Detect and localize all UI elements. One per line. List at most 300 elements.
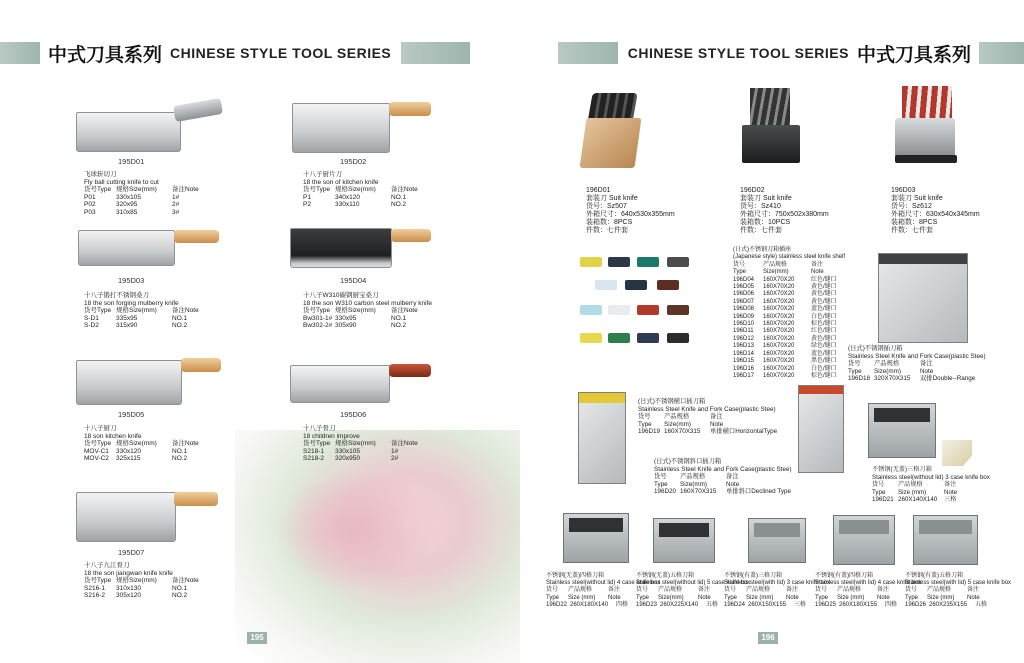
- product-spec: [84, 292, 212, 330]
- knife-image: [76, 487, 226, 542]
- suit-line1: 套装刀 Suit knife: [891, 195, 943, 202]
- spec-cell: 196D24: [724, 601, 746, 608]
- spec-cell: Type: [872, 488, 886, 496]
- spec-cell: 305x120: [116, 592, 141, 600]
- spec-cell: 白色/缝口: [811, 313, 837, 320]
- spec-cell: 1#: [172, 193, 180, 201]
- spec-row: [872, 489, 994, 497]
- spec-row: [303, 455, 431, 463]
- spec-cell: Size (mm): [837, 594, 865, 601]
- spec-cell: 产品规格: [763, 261, 788, 268]
- spec-cell: 260X235X155: [929, 601, 968, 608]
- spec-cell: 260X180X155: [839, 601, 878, 608]
- spec-cell: Size(mm): [658, 594, 684, 601]
- spec-cell: 规格Size(mm): [116, 577, 157, 585]
- suit-spec: [740, 187, 829, 235]
- spec-cell: 160X70X20: [763, 284, 795, 291]
- spec-cell: 白色/缝口: [811, 365, 837, 372]
- spec-cell: 196D09: [733, 313, 755, 320]
- spec-cell: 备注Note: [391, 307, 418, 315]
- spec-row: [84, 448, 212, 456]
- spec-row: [733, 262, 845, 269]
- spec-cell: 330x95: [335, 314, 357, 322]
- case-title-cn: (日式)不锈钢插刀箱: [848, 345, 903, 352]
- spec-cell: 备注: [710, 413, 723, 421]
- spec-cell: 黄色/缝口: [811, 284, 837, 291]
- spec-cell: 产品规格: [568, 587, 593, 594]
- spec-row: [84, 307, 212, 315]
- product-code: 195D05: [118, 410, 145, 419]
- spec-row: [638, 428, 776, 436]
- spec-cell: 335x95: [116, 314, 138, 322]
- product-name-cn: 十八子锻打不锈钢桑刀: [84, 292, 149, 299]
- spec-cell: 196D12: [733, 335, 755, 342]
- spec-cell: 196D18: [848, 375, 871, 383]
- spec-cell: NO.2: [391, 322, 407, 330]
- product-spec: [303, 425, 431, 463]
- spec-row: [303, 194, 431, 202]
- product-spec: [303, 292, 432, 330]
- spec-cell: 货号Type: [84, 186, 112, 194]
- spec-row: [733, 358, 845, 365]
- spec-cell: 2#: [391, 455, 399, 463]
- spec-cell: Type: [654, 480, 668, 488]
- spec-cell: NO.1: [172, 584, 188, 592]
- spec-cell: Type: [636, 594, 650, 601]
- shelf-title-cn: (日式)不锈钢刀箱插座: [733, 247, 791, 253]
- spec-cell: 备注: [698, 587, 711, 594]
- spec-cell: MOV-C1: [84, 447, 109, 455]
- spec-cell: 196D05: [733, 284, 755, 291]
- spec-cell: Size (mm): [927, 594, 955, 601]
- spec-cell: 160X70X20: [763, 372, 795, 379]
- product-name-cn: 十八子骨刀: [303, 425, 336, 432]
- spec-cell: NO.1: [391, 314, 407, 322]
- spec-cell: 红色/缝口: [811, 276, 837, 283]
- knife-set-image: [890, 83, 965, 168]
- spec-cell: 196D04: [733, 276, 755, 283]
- spec-cell: 备注: [920, 360, 933, 368]
- spec-cell: 货号Type: [303, 186, 331, 194]
- spec-cell: 160X70X20: [763, 328, 795, 335]
- spec-cell: Note: [944, 488, 958, 496]
- suit-line2: 货号：Sz612: [891, 203, 932, 210]
- spec-cell: 双排Double--Range: [920, 375, 976, 383]
- spec-cell: 备注Note: [172, 307, 199, 315]
- knife-case-image: [878, 253, 968, 343]
- case-spec: [872, 466, 994, 504]
- spec-row: [84, 585, 212, 593]
- suit-line4: 装箱数：10PCS: [740, 219, 791, 226]
- spec-row: [733, 277, 845, 284]
- spec-cell: 货号: [654, 473, 667, 481]
- suit-line5: 件数：七件套: [891, 227, 933, 234]
- product-name-en: 18 the son jiangwan knife knife: [84, 569, 173, 577]
- spec-cell: 产品规格: [658, 587, 683, 594]
- spec-cell: 260X150X155: [748, 601, 787, 608]
- spec-row: [303, 440, 431, 448]
- spec-cell: 196D26: [905, 601, 927, 608]
- spec-cell: 196D06: [733, 291, 755, 298]
- spec-cell: 备注: [726, 473, 739, 481]
- spec-cell: Bw302-2#: [303, 322, 333, 330]
- suit-line1: 套装刀 Suit knife: [740, 195, 792, 202]
- case-title-en: Stainless Steel Knife and Fork Case(plastic Stee): [654, 465, 792, 473]
- spec-cell: Type: [546, 594, 560, 601]
- spec-cell: 货号: [905, 587, 918, 594]
- spec-cell: 规格Size(mm): [335, 440, 376, 448]
- spec-cell: 196D20: [654, 488, 677, 496]
- spec-cell: NO.1: [172, 314, 188, 322]
- spec-cell: 3#: [172, 208, 180, 216]
- product-name-en: 18 the son W310 carbon steel mulberry knife: [303, 299, 432, 307]
- suit-line5: 件数：七件套: [740, 227, 782, 234]
- spec-cell: Note: [920, 367, 934, 375]
- spec-cell: Size(mm): [763, 269, 789, 276]
- spec-cell: S-D1: [84, 314, 99, 322]
- spec-cell: 196D19: [638, 428, 661, 436]
- spec-cell: 黑色/缝口: [811, 358, 837, 365]
- decorative-background-image: [235, 430, 520, 663]
- spec-cell: 产品规格: [874, 360, 900, 368]
- product-code: 195D06: [340, 410, 367, 419]
- spec-cell: Type: [733, 269, 747, 276]
- product-name-en: Fly ball cutting knife to cut: [84, 178, 159, 186]
- spec-cell: Note: [811, 269, 824, 276]
- spec-cell: 备注Note: [172, 186, 199, 194]
- case-title-en: Stainless Steel Knife and Fork Case(plastic Stee): [848, 352, 986, 360]
- suit-line4: 装箱数：8PCS: [586, 219, 633, 226]
- spec-cell: 货号Type: [84, 440, 112, 448]
- spec-cell: 产品规格: [898, 481, 923, 489]
- spec-cell: 货号: [872, 481, 885, 489]
- spec-cell: S216-1: [84, 584, 105, 592]
- header-bar: [0, 42, 40, 64]
- product-name-cn: 飞球斩切刀: [84, 171, 117, 178]
- spec-cell: 2#: [172, 201, 180, 209]
- spec-cell: 160X70X20: [763, 343, 795, 350]
- spec-cell: 三格: [944, 496, 957, 504]
- spec-cell: 货号: [724, 587, 737, 594]
- spec-cell: 160X70X20: [763, 350, 795, 357]
- box-title-en: Stainless steel(without lid) 5 case knife box: [636, 580, 751, 587]
- spec-cell: 货号Type: [303, 307, 331, 315]
- box-title-cn: 不锈钢(有盖)三格刀箱: [724, 573, 782, 579]
- spec-row: [84, 322, 212, 330]
- case-spec: [848, 345, 986, 383]
- spec-cell: 160X70X315: [664, 428, 701, 436]
- spec-cell: Note: [726, 480, 740, 488]
- case-title-cn: (日式)不锈钢横口插刀箱: [638, 398, 706, 405]
- spec-cell: 160X70X20: [763, 335, 795, 342]
- spec-cell: 规格Size(mm): [335, 186, 376, 194]
- knife-image: [290, 360, 440, 405]
- spec-cell: 196D10: [733, 321, 755, 328]
- page-number: 195: [247, 632, 267, 644]
- spec-cell: 货号Type: [84, 577, 112, 585]
- knife-image: [76, 100, 226, 150]
- spec-row: [84, 440, 212, 448]
- product-spec: [303, 171, 431, 209]
- spec-cell: Note: [967, 594, 980, 601]
- spec-cell: 四格: [885, 601, 898, 608]
- knife-case-image: [578, 392, 626, 484]
- knife-box-image: [653, 518, 715, 563]
- spec-cell: 货号: [546, 587, 559, 594]
- spec-cell: 绿色/缝口: [811, 343, 837, 350]
- spec-cell: 305x90: [335, 322, 357, 330]
- spec-cell: Type: [848, 367, 862, 375]
- spec-cell: 备注: [608, 587, 621, 594]
- knife-image: [78, 228, 228, 268]
- spec-cell: 产品规格: [746, 587, 771, 594]
- spec-cell: 196D21: [872, 496, 894, 504]
- spec-cell: NO.2: [172, 322, 188, 330]
- spec-cell: Note: [710, 420, 724, 428]
- case-title-en: Stainless steel(without lid) 3 case knife box: [872, 473, 990, 481]
- spec-cell: Type: [724, 594, 738, 601]
- spec-cell: 规格Size(mm): [116, 186, 157, 194]
- spec-row: [84, 194, 212, 202]
- spec-cell: 单排斜口Declined Type: [726, 488, 791, 496]
- suit-line3: 外箱尺寸：630x540x345mm: [891, 211, 980, 218]
- suit-code: 196D03: [891, 187, 916, 194]
- spec-cell: 196D13: [733, 343, 755, 350]
- spec-row: [303, 448, 431, 456]
- spec-cell: 产品规格: [927, 587, 952, 594]
- spec-cell: 备注: [967, 587, 980, 594]
- spec-cell: S216-2: [84, 592, 105, 600]
- spec-cell: 备注: [944, 481, 957, 489]
- spec-row: [654, 473, 792, 481]
- spec-cell: NO.2: [391, 201, 407, 209]
- header-bar: [558, 42, 618, 64]
- box-title-en: Stainless steel(with lid) 3 case knife box: [724, 580, 831, 587]
- suit-line5: 件数：七件套: [586, 227, 628, 234]
- spec-cell: 货号Type: [303, 440, 331, 448]
- product-code: 195D03: [118, 276, 145, 285]
- product-name-cn: 十八子厨片刀: [303, 171, 342, 178]
- spec-cell: 规格Size(mm): [116, 307, 157, 315]
- spec-cell: 196D07: [733, 298, 755, 305]
- spec-row: [733, 269, 845, 276]
- spec-cell: Size (mm): [568, 594, 596, 601]
- spec-cell: P02: [84, 201, 96, 209]
- spec-cell: 备注Note: [172, 440, 199, 448]
- spec-cell: 备注: [877, 587, 890, 594]
- spec-cell: 160X70X315: [680, 488, 717, 496]
- product-name-cn: 十八子厨刀: [84, 425, 117, 432]
- spec-row: [84, 209, 212, 217]
- header-title-en: CHINESE STYLE TOOL SERIES: [170, 45, 392, 61]
- spec-cell: 货号: [733, 261, 746, 268]
- page-number: 196: [758, 632, 778, 644]
- suit-spec: [891, 187, 980, 235]
- spec-cell: Note: [698, 594, 711, 601]
- spec-cell: Size(mm): [680, 480, 707, 488]
- knife-box-image: [833, 515, 895, 565]
- spec-cell: 货号: [815, 587, 828, 594]
- spec-row: [733, 351, 845, 358]
- spec-row: [84, 201, 212, 209]
- spec-row: [303, 307, 432, 315]
- spec-cell: 四格: [616, 601, 629, 608]
- product-name-en: 18 the son forging mulberry knife: [84, 299, 179, 307]
- spec-cell: 规格Size(mm): [116, 440, 157, 448]
- spec-cell: Size(mm): [664, 420, 691, 428]
- knife-box-image: [748, 518, 806, 563]
- spec-cell: 产品规格: [837, 587, 862, 594]
- spec-cell: NO.2: [172, 455, 188, 463]
- product-code: 195D07: [118, 548, 145, 557]
- header-bar: [401, 42, 470, 64]
- spec-cell: 黄色/缝口: [811, 291, 837, 298]
- spec-cell: Size(mm): [874, 367, 901, 375]
- spec-cell: 196D22: [546, 601, 568, 608]
- knife-box-image: [913, 515, 978, 565]
- header-title-cn: 中式刀具系列: [856, 43, 971, 66]
- shelf-title-en: (Japanese style) stainless steel knife shelf: [733, 254, 846, 261]
- box-title-cn: 不锈钢(无盖)五格刀箱: [636, 573, 694, 579]
- spec-row: [872, 481, 994, 489]
- spec-cell: NO.2: [172, 592, 188, 600]
- product-name-cn: 十八子九江骨刀: [84, 562, 130, 569]
- spec-cell: 310x85: [116, 208, 138, 216]
- spec-cell: 棕色/缝口: [811, 372, 837, 379]
- spec-cell: Type: [815, 594, 829, 601]
- spec-row: [733, 306, 845, 313]
- spec-cell: 260X140X140: [898, 496, 938, 504]
- spec-cell: Note: [608, 594, 621, 601]
- knife-image: [292, 100, 442, 150]
- spec-cell: P1: [303, 193, 311, 201]
- spec-row: [84, 577, 212, 585]
- spec-row: [733, 314, 845, 321]
- suit-line2: 货号：Sz410: [740, 203, 781, 210]
- spec-row: [733, 366, 845, 373]
- suit-code: 196D02: [740, 187, 765, 194]
- spec-cell: 330x110: [335, 201, 360, 209]
- case-title-en: Stainless Steel Knife and Fork Case(plastic Stee): [638, 405, 776, 413]
- spec-cell: P2: [303, 201, 311, 209]
- spec-row: [84, 455, 212, 463]
- spec-cell: P01: [84, 193, 96, 201]
- suit-line2: 货号：Sz507: [586, 203, 627, 210]
- spec-row: [733, 343, 845, 350]
- spec-cell: 红色/缝口: [811, 328, 837, 335]
- suit-line4: 装箱数：8PCS: [891, 219, 938, 226]
- spec-cell: 315x90: [116, 322, 138, 330]
- product-spec: [84, 425, 212, 463]
- spec-cell: 黄色/缝口: [811, 298, 837, 305]
- spec-cell: 320x950: [335, 455, 360, 463]
- spec-cell: 货号: [636, 587, 649, 594]
- spec-row: [84, 315, 212, 323]
- spec-cell: 货号: [848, 360, 861, 368]
- knife-box-image: [563, 513, 629, 563]
- knife-image: [290, 225, 440, 270]
- spec-cell: 196D11: [733, 328, 754, 335]
- spec-row: [905, 587, 1011, 594]
- spec-cell: 160X70X20: [763, 306, 795, 313]
- spec-row: [303, 315, 432, 323]
- spec-row: [733, 291, 845, 298]
- spec-cell: 160X70X20: [763, 298, 795, 305]
- product-name-en: 18 son kitchen knife: [84, 432, 142, 440]
- spec-cell: 备注: [786, 587, 799, 594]
- product-spec: [84, 171, 212, 217]
- suit-line1: 套装刀 Suit knife: [586, 195, 638, 202]
- left-page-header: [0, 40, 470, 66]
- spec-cell: 196D15: [733, 358, 755, 365]
- spec-cell: 260X225X140: [660, 601, 699, 608]
- spec-cell: 五格: [975, 601, 988, 608]
- spec-cell: 160X70X20: [763, 321, 795, 328]
- suit-line3: 外箱尺寸：750x502x380mm: [740, 211, 829, 218]
- spec-cell: 160X70X20: [763, 365, 795, 372]
- product-spec: [84, 562, 212, 600]
- spec-cell: 330x105: [335, 447, 360, 455]
- spec-cell: 备注Note: [172, 577, 199, 585]
- spec-cell: 货号Type: [84, 307, 112, 315]
- spec-cell: S-D2: [84, 322, 99, 330]
- suit-spec: [586, 187, 675, 235]
- spec-cell: 330x105: [116, 193, 141, 201]
- lid-image: [942, 440, 972, 466]
- box-title-cn: 不锈钢(有盖)四格刀箱: [815, 573, 873, 579]
- spec-row: [84, 592, 212, 600]
- spec-cell: 320x95: [116, 201, 138, 209]
- product-name-en: 18 the son of kitchen knife: [303, 178, 379, 186]
- spec-cell: 330x120: [116, 447, 141, 455]
- shelf-spec: [733, 247, 845, 380]
- case-spec: [654, 458, 792, 496]
- box-title-cn: 不锈钢(有盖)五格刀箱: [905, 573, 963, 579]
- product-code: 195D01: [118, 157, 145, 166]
- spec-cell: 340x120: [335, 193, 360, 201]
- spec-cell: 棕色/缝口: [811, 321, 837, 328]
- case-title-cn: (日式)不锈钢斜口插刀箱: [654, 458, 722, 465]
- spec-cell: 蓝色/缝口: [811, 350, 837, 357]
- spec-cell: 196D25: [815, 601, 837, 608]
- spec-cell: 1#: [391, 447, 399, 455]
- spec-cell: 325x115: [116, 455, 141, 463]
- spec-row: [872, 496, 994, 504]
- spec-cell: 备注: [811, 261, 824, 268]
- suit-code: 196D01: [586, 187, 611, 194]
- spec-row: [303, 322, 432, 330]
- product-name-en: 18 children improve: [303, 432, 360, 440]
- spec-cell: 蓝色/缝口: [811, 306, 837, 313]
- spec-row: [848, 375, 986, 383]
- spec-cell: S218-1: [303, 447, 324, 455]
- spec-row: [905, 595, 1011, 602]
- spec-cell: Type: [638, 420, 652, 428]
- knife-box-image: [868, 403, 936, 458]
- spec-cell: 196D08: [733, 306, 755, 313]
- product-code: 195D04: [340, 276, 367, 285]
- spec-cell: 320X70X315: [874, 375, 911, 383]
- spec-cell: P03: [84, 208, 96, 216]
- spec-row: [848, 360, 986, 368]
- spec-cell: Note: [877, 594, 890, 601]
- spec-cell: 260X180X140: [570, 601, 609, 608]
- spec-cell: 160X70X20: [763, 313, 795, 320]
- spec-row: [733, 373, 845, 380]
- spec-cell: Type: [905, 594, 919, 601]
- spec-cell: 160X70X20: [763, 276, 795, 283]
- spec-cell: 单排横口HorizontalType: [710, 428, 778, 436]
